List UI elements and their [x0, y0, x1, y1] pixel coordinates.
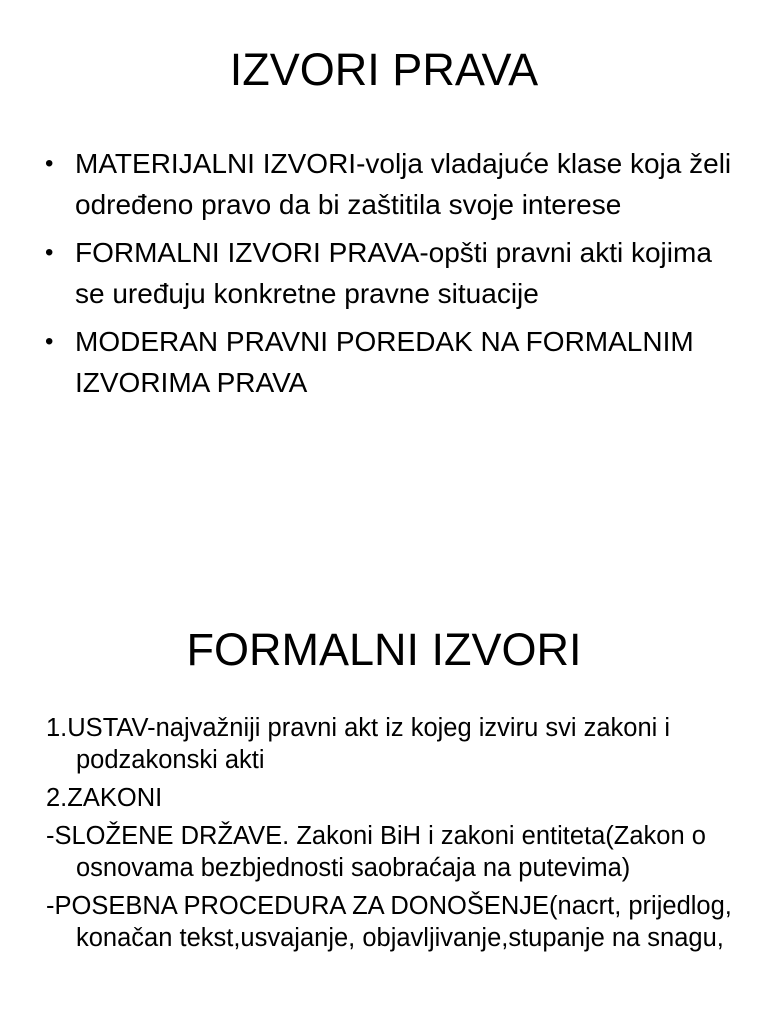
- slide-2: [0, 576, 768, 1024]
- slide-1-bullet-list: [45, 143, 735, 410]
- bullet-marker: •: [45, 328, 54, 355]
- bullet-text: MODERAN PRAVNI POREDAK NA FORMALNIM IZVORIMA PRAVA: [75, 326, 694, 398]
- slide-2-title: FORMALNI IZVORI: [186, 624, 582, 675]
- bullet-text: MATERIJALNI IZVORI-volja vladajuće klase koja želi određeno pravo da bi zaštitila svoje interese: [75, 148, 732, 220]
- bullet-marker: •: [45, 239, 54, 266]
- bullet-item-materijalni: [45, 143, 735, 225]
- bullet-text: FORMALNI IZVORI PRAVA-opšti pravni akti kojima se uređuju konkretne pravne situacije: [75, 237, 712, 309]
- list-item-zakoni: 2.ZAKONI: [46, 784, 163, 812]
- bullet-marker: •: [45, 150, 54, 177]
- slide-1-title: IZVORI PRAVA: [229, 44, 539, 95]
- list-item-slozene-drzave: -SLOŽENE DRŽAVE. Zakoni BiH i zakoni entiteta(Zakon o osnovama bezbjednosti saobraćaja na putevima): [46, 822, 706, 882]
- list-item-posebna-procedura: -POSEBNA PROCEDURA ZA DONOŠENJE(nacrt, prijedlog, konačan tekst,usvajanje, objavljivanje,stupanje na snagu,: [46, 892, 732, 952]
- bullet-item-formalni: [45, 232, 735, 314]
- list-item-ustav: 1.USTAV-najvažniji pravni akt iz kojeg izviru svi zakoni i podzakonski akti: [46, 714, 671, 774]
- bullet-item-moderan: [45, 321, 735, 403]
- slide-2-list: [46, 712, 736, 960]
